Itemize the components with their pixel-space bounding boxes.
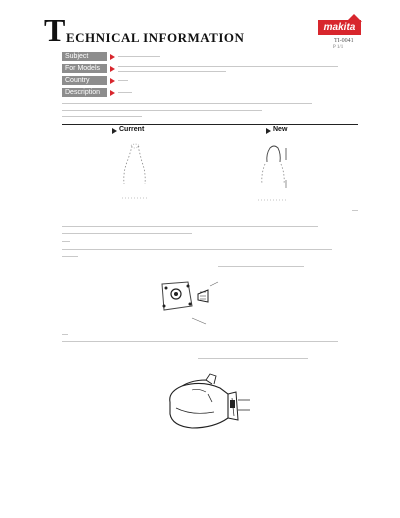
- step2-text: [62, 341, 338, 342]
- intro-text-line2: [62, 110, 262, 111]
- title-initial: T: [44, 12, 66, 48]
- page-number: P 1/1: [333, 45, 344, 50]
- document-title: ECHNICAL INFORMATION: [66, 30, 245, 45]
- figure-caption-1: [218, 266, 304, 267]
- intro-text-line1: [62, 103, 312, 104]
- figure-caption-2: [198, 358, 308, 359]
- subject-label: Subject: [62, 52, 107, 61]
- step-text-line1: [62, 249, 332, 250]
- angle-grinder-diagram: [162, 372, 252, 438]
- current-arrow-icon: [112, 128, 117, 134]
- current-part-diagram: [110, 140, 160, 208]
- current-heading: Current: [119, 126, 145, 133]
- models-value-line2: [118, 71, 226, 72]
- description-value: [118, 92, 132, 93]
- new-arrow-icon: [266, 128, 271, 134]
- step-number-2: [62, 334, 68, 335]
- step-number-1: [62, 241, 70, 242]
- step-text-line2: [62, 256, 78, 257]
- new-heading: New: [273, 126, 288, 133]
- document-code: TI-0041: [334, 38, 354, 44]
- models-label: For Models: [62, 64, 107, 73]
- country-label: Country: [62, 76, 107, 85]
- description-marker-icon: [110, 90, 115, 96]
- models-value-line1: [118, 66, 338, 67]
- intro-text-line3: [62, 116, 142, 117]
- body-text-line2: [62, 233, 192, 234]
- brand-logo: makita: [318, 20, 361, 35]
- models-marker-icon: [110, 66, 115, 72]
- gear-housing-diagram: [150, 276, 225, 328]
- country-value: [118, 80, 128, 81]
- body-text-line1: [62, 226, 318, 227]
- diagram-note: [352, 210, 358, 211]
- description-label: Description: [62, 88, 107, 97]
- subject-value: [118, 56, 160, 57]
- country-marker-icon: [110, 78, 115, 84]
- subject-marker-icon: [110, 54, 115, 60]
- section-divider: [62, 124, 358, 125]
- new-part-diagram: [248, 140, 298, 208]
